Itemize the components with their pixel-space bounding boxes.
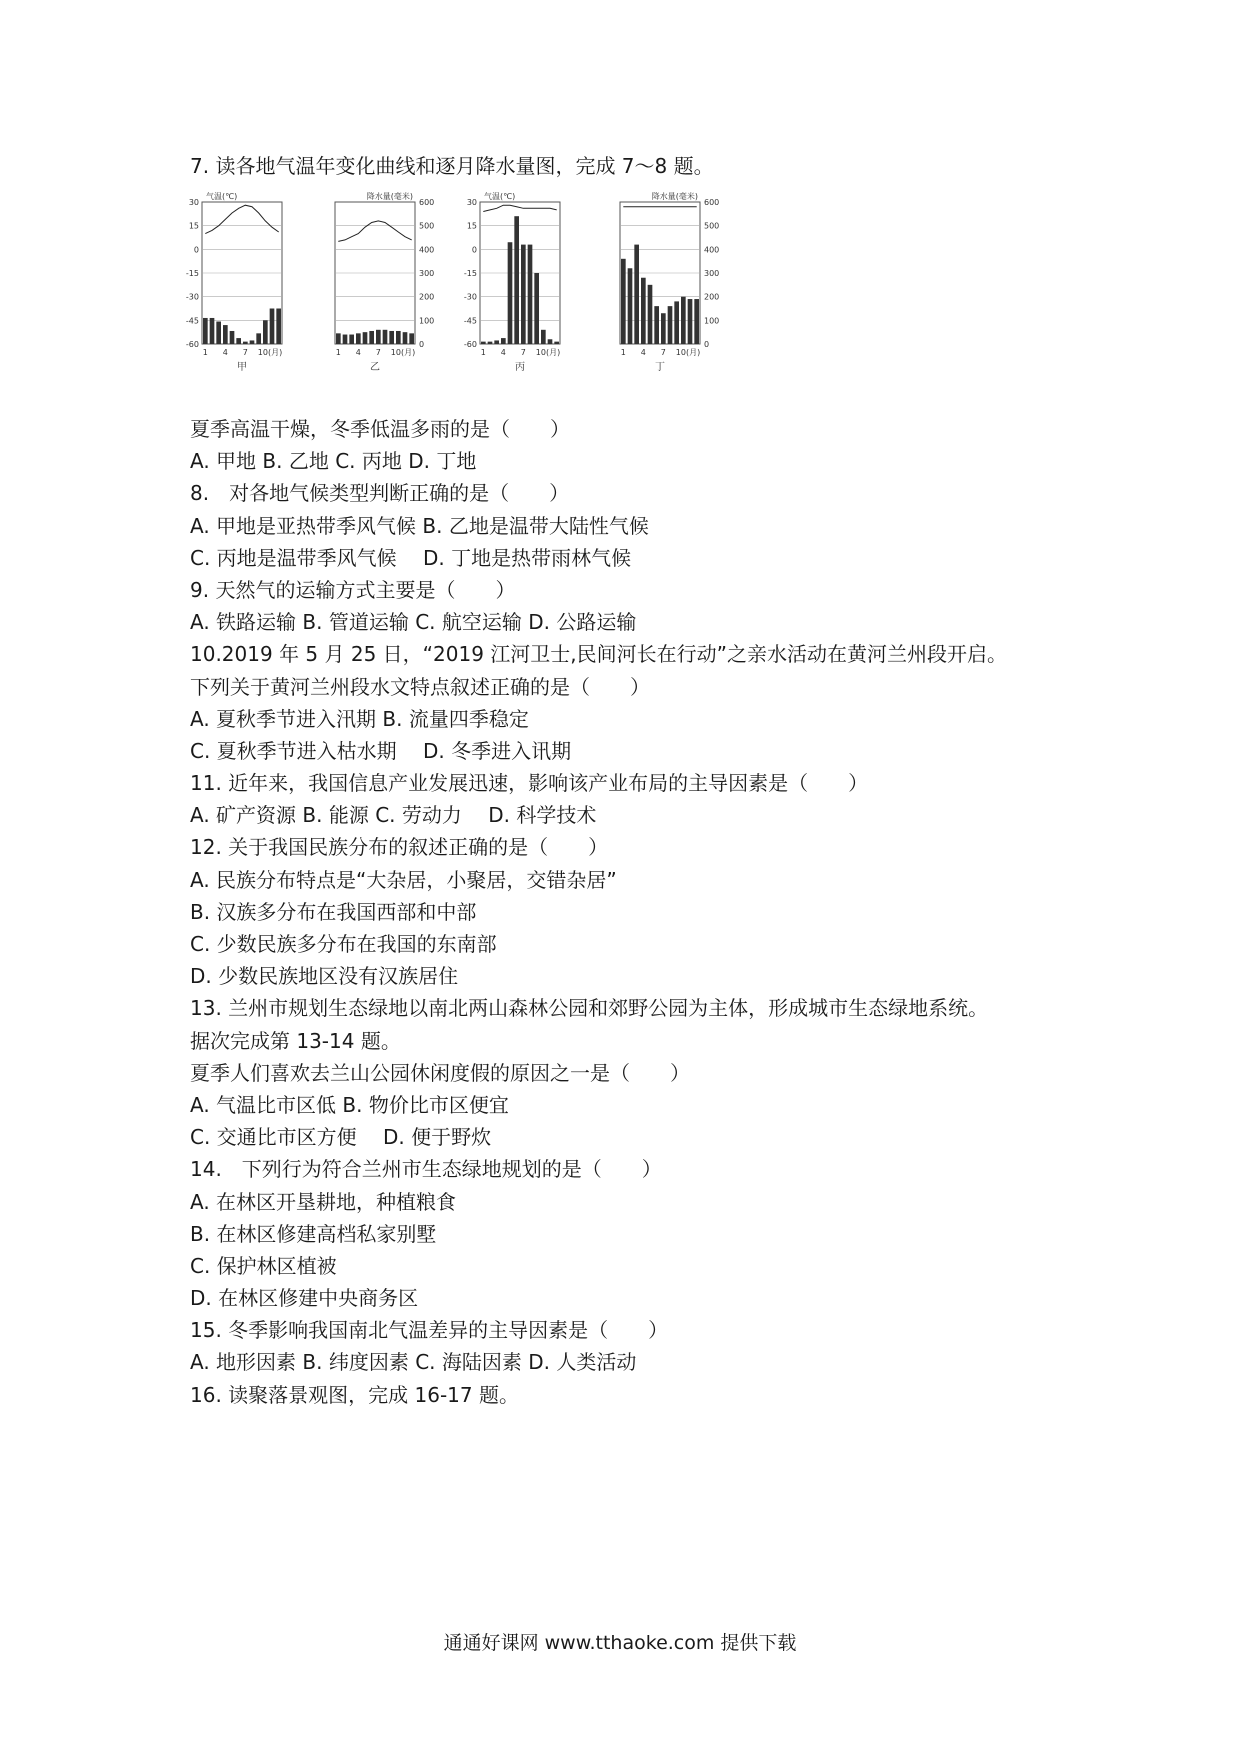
precipitation-bar (694, 299, 699, 344)
tick-label: 15 (188, 221, 199, 231)
precipitation-bar (336, 333, 341, 344)
precipitation-bar (534, 273, 539, 344)
precipitation-bar (356, 333, 361, 344)
tick-label: 10(月) (535, 348, 561, 357)
precipitation-bar (263, 320, 268, 344)
tick-label: 4 (640, 348, 646, 357)
precipitation-bar (369, 331, 374, 344)
chart-name: 乙 (370, 362, 380, 373)
text-line: A. 地形因素 B. 纬度因素 C. 海陆因素 D. 人类活动 (190, 1350, 637, 1375)
text-line: A. 民族分布特点是“大杂居，小聚居，交错杂居” (190, 867, 617, 892)
precipitation-bar (210, 318, 215, 344)
chart-name: 甲 (237, 362, 247, 373)
tick-label: 30 (188, 198, 199, 207)
precipitation-bar (641, 278, 646, 344)
precipitation-bar (256, 333, 261, 344)
text-line: A. 气温比市区低 B. 物价比市区便宜 (190, 1092, 509, 1117)
axis-title: 气温(℃) (206, 192, 238, 201)
precipitation-bar (688, 299, 693, 344)
precipitation-bar (223, 325, 228, 344)
precipitation-bar (634, 245, 639, 344)
text-line: A. 在林区开垦耕地，种植粮食 (190, 1189, 457, 1214)
precipitation-bar (396, 331, 401, 344)
question-lines (190, 413, 1090, 1411)
text-line: 11. 近年来，我国信息产业发展迅速，影响该产业布局的主导因素是（ ） (190, 771, 869, 796)
tick-label: 1 (335, 348, 341, 357)
climate-chart-丙 (464, 191, 560, 373)
tick-label: -60 (185, 340, 199, 349)
footer-credit: 通通好课网 www.tthaoke.com 提供下载 (443, 1632, 797, 1654)
precipitation-bar (203, 318, 208, 344)
text-line: A. 铁路运输 B. 管道运输 C. 航空运输 D. 公路运输 (190, 610, 637, 635)
axis-title: 降水量(毫米) (651, 192, 698, 201)
tick-label: -45 (185, 316, 199, 326)
precipitation-bar (494, 340, 499, 344)
axis-title: 气温(℃) (484, 192, 516, 201)
text-line: 9. 天然气的运输方式主要是（ ） (190, 577, 516, 602)
precipitation-bar (648, 285, 653, 344)
precipitation-bar (236, 338, 241, 344)
text-line: 13. 兰州市规划生态绿地以南北两山森林公园和郊野公园为主体，形成城市生态绿地系统。 (190, 996, 989, 1021)
precipitation-bar (230, 331, 235, 344)
precipitation-bar (363, 332, 368, 344)
tick-label: -30 (463, 292, 477, 302)
tick-label: 600 (704, 198, 720, 207)
precipitation-bar (528, 245, 533, 344)
precipitation-bar (521, 245, 526, 344)
text-line: D. 少数民族地区没有汉族居住 (190, 964, 459, 989)
precipitation-bar (343, 335, 348, 344)
text-line: C. 少数民族多分布在我国的东南部 (190, 932, 497, 956)
precipitation-bar (681, 297, 686, 344)
tick-label: 10(月) (675, 348, 701, 357)
tick-label: 0 (419, 340, 425, 349)
tick-label: 7 (660, 348, 666, 357)
tick-label: 600 (419, 198, 435, 207)
tick-label: 0 (193, 245, 199, 255)
tick-label: -60 (463, 340, 477, 349)
precipitation-bar (216, 322, 221, 344)
text-line: 8. 对各地气候类型判断正确的是（ ） (190, 481, 570, 506)
text-line: 16. 读聚落景观图，完成 16-17 题。 (190, 1382, 519, 1407)
text-line: A. 矿产资源 B. 能源 C. 劳动力 D. 科学技术 (190, 803, 597, 828)
precipitation-bar (276, 309, 281, 345)
precipitation-bar (661, 313, 666, 344)
climate-chart-甲 (186, 191, 282, 373)
precipitation-bar (508, 242, 513, 344)
text-line: D. 在林区修建中央商务区 (190, 1286, 419, 1311)
text-line: 10.2019 年 5 月 25 日，“2019 江河卫士,民间河长在行动”之亲水活动在黄河兰州段开启。 (190, 642, 1008, 667)
text-line: C. 交通比市区方便 D. 便于野炊 (190, 1125, 492, 1150)
precipitation-bar (409, 333, 414, 344)
text-line: 14. 下列行为符合兰州市生态绿地规划的是（ ） (190, 1157, 662, 1182)
temperature-line (483, 205, 556, 211)
text-line: C. 夏秋季节进入枯水期 D. 冬季进入讯期 (190, 738, 572, 763)
precipitation-bar (674, 301, 679, 344)
tick-label: 500 (704, 221, 720, 231)
tick-label: 400 (704, 245, 720, 255)
precipitation-bar (488, 342, 493, 344)
tick-label: 7 (375, 348, 381, 357)
text-line: 据次完成第 13-14 题。 (190, 1028, 401, 1053)
text-line: B. 汉族多分布在我国西部和中部 (190, 899, 477, 924)
precipitation-bar (403, 332, 408, 344)
tick-label: -15 (185, 269, 199, 278)
tick-label: 4 (355, 348, 361, 357)
tick-label: 4 (222, 348, 228, 357)
text-line: 夏季人们喜欢去兰山公园休闲度假的原因之一是（ ） (190, 1060, 690, 1085)
precipitation-bar (383, 330, 388, 344)
precipitation-bar (628, 268, 633, 344)
precipitation-bar (376, 330, 381, 344)
chart-name: 丁 (655, 362, 665, 373)
text-line: C. 丙地是温带季风气候 D. 丁地是热带雨林气候 (190, 545, 632, 570)
temperature-line (338, 221, 411, 242)
tick-label: 0 (471, 245, 477, 255)
precipitation-bar (654, 306, 659, 344)
text-line: 12. 关于我国民族分布的叙述正确的是（ ） (190, 835, 609, 860)
tick-label: 7 (242, 348, 248, 357)
climate-chart-丁 (620, 191, 719, 373)
axis-title: 降水量(毫米) (366, 192, 413, 201)
climate-charts (185, 190, 830, 400)
precipitation-bar (501, 338, 506, 344)
tick-label: 1 (202, 348, 208, 357)
tick-label: -30 (185, 292, 199, 302)
precipitation-bar (270, 309, 275, 345)
tick-label: 400 (419, 245, 435, 255)
precipitation-bar (668, 306, 673, 344)
tick-label: 200 (419, 292, 435, 302)
temperature-line (205, 205, 278, 233)
text-line: A. 甲地是亚热带季风气候 B. 乙地是温带大陆性气候 (190, 513, 649, 538)
text-line: 15. 冬季影响我国南北气温差异的主导因素是（ ） (190, 1318, 669, 1343)
tick-label: 100 (419, 316, 435, 326)
precipitation-bar (349, 335, 354, 344)
tick-label: 30 (466, 198, 477, 207)
tick-label: 200 (704, 292, 720, 302)
text-line: A. 夏秋季节进入汛期 B. 流量四季稳定 (190, 706, 529, 731)
precipitation-bar (548, 339, 553, 344)
precipitation-bar (541, 330, 546, 344)
question-7-title: 7. 读各地气温年变化曲线和逐月降水量图，完成 7～8 题。 (190, 154, 714, 178)
tick-label: 15 (466, 221, 477, 231)
precipitation-bar (621, 259, 626, 344)
text-line: C. 保护林区植被 (190, 1253, 337, 1278)
climate-chart-乙 (335, 191, 434, 373)
text-line: 下列关于黄河兰州段水文特点叙述正确的是（ ） (190, 674, 650, 699)
tick-label: 1 (480, 348, 486, 357)
text-line: 夏季高温干燥，冬季低温多雨的是（ ） (190, 417, 570, 441)
tick-label: 4 (500, 348, 506, 357)
tick-label: 7 (520, 348, 526, 357)
precipitation-bar (250, 340, 255, 344)
chart-name: 丙 (515, 362, 525, 373)
tick-label: 300 (419, 269, 435, 278)
tick-label: 10(月) (390, 348, 416, 357)
tick-label: -15 (463, 269, 477, 278)
tick-label: 500 (419, 221, 435, 231)
precipitation-bar (481, 342, 486, 344)
precipitation-bar (243, 342, 248, 344)
tick-label: 1 (620, 348, 626, 357)
tick-label: -45 (463, 316, 477, 326)
tick-label: 100 (704, 316, 720, 326)
precipitation-bar (514, 216, 519, 344)
text-line: B. 在林区修建高档私家别墅 (190, 1221, 437, 1246)
tick-label: 300 (704, 269, 720, 278)
precipitation-bar (554, 342, 559, 344)
tick-label: 10(月) (257, 348, 283, 357)
precipitation-bar (389, 331, 394, 344)
tick-label: 0 (704, 340, 710, 349)
text-line: A. 甲地 B. 乙地 C. 丙地 D. 丁地 (190, 449, 477, 474)
